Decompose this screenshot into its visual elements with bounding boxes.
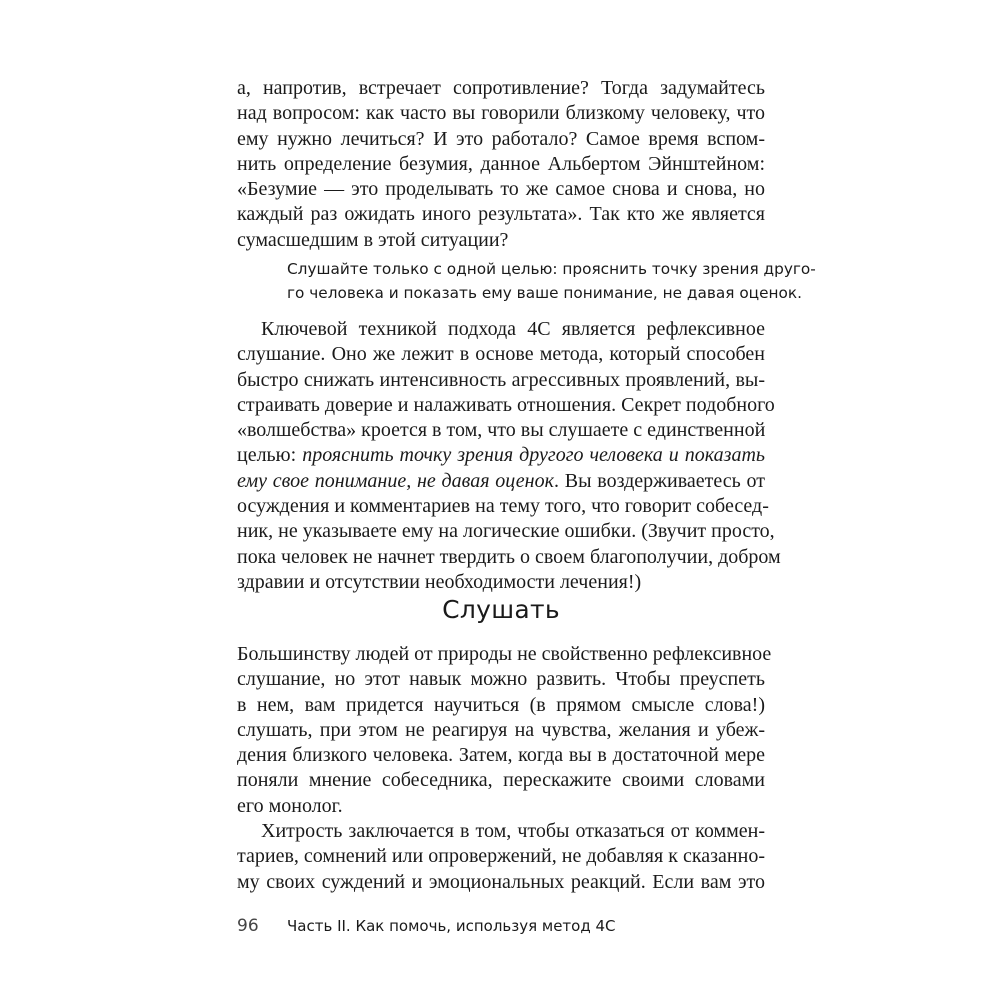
text-line: страивать доверие и налаживать отношения. Секрет подобного — [237, 393, 775, 416]
pull-quote-line: Слушайте только с одной целью: прояснить точку зрения друго- — [287, 260, 816, 278]
text-line: здравии и отсутствии необходимости лечения!) — [237, 570, 642, 593]
paragraph-continuation — [237, 76, 765, 253]
paragraph-reflexive-listening — [237, 317, 781, 595]
text-line: ему нужно лечиться? И это работало? Самое время вспом- — [237, 127, 765, 150]
emphasis-text: ему свое понимание, не давая оценок — [237, 469, 554, 492]
text-line: в нем, вам придется научиться (в прямом смысле слова!) — [237, 693, 765, 716]
text-line: каждый раз ожидать иного результата». Так кто же является — [237, 203, 765, 226]
running-title: Часть II. Как помочь, используя метод 4С — [287, 917, 616, 935]
text-line: слушание. Оно же лежит в основе метода, который способен — [237, 343, 765, 366]
text-line: над вопросом: как часто вы говорили близкому человеку, что — [237, 102, 765, 125]
text-line: «Безумие — это проделывать то же самое снова и снова, но — [237, 178, 765, 201]
text-line: его монолог. — [237, 794, 343, 817]
text-line: нить определение безумия, данное Альбертом Эйнштейном: — [237, 152, 765, 175]
text-line — [237, 443, 765, 468]
text-line: а, напротив, встречает сопротивление? Тогда задумайтесь — [237, 77, 765, 99]
page-footer — [237, 914, 765, 938]
paragraph-listening-skill — [237, 642, 772, 819]
text-line: Ключевой техникой подхода 4С является рефлексивное — [261, 318, 765, 340]
text-line: му своих суждений и эмоциональных реакций. Если вам это — [237, 870, 765, 893]
text-line: дения близкого человека. Затем, когда вы в достаточной мере — [237, 744, 765, 767]
text-run: целью: — [237, 444, 303, 467]
text-line: слушать, при этом не реагируя на чувства, желания и убеж- — [237, 718, 765, 741]
text-line: ник, не указываете ему на логические ошибки. (Звучит просто, — [237, 520, 775, 543]
text-line: быстро снижать интенсивность агрессивных проявлений, вы- — [237, 368, 765, 391]
section-heading: Слушать — [442, 595, 560, 624]
text-line: Хитрость заключается в том, чтобы отказаться от коммен- — [261, 820, 765, 842]
page-number: 96 — [237, 916, 259, 936]
text-line: пока человек не начнет твердить о своем благополучии, добром — [237, 545, 781, 568]
text-line: поняли мнение собеседника, перескажите своими словами — [237, 769, 765, 792]
text-run: . Вы воздерживаетесь от — [553, 469, 765, 492]
text-line: осуждения и комментариев на тему того, что говорит собесед- — [237, 495, 769, 518]
pull-quote-line: го человека и показать ему ваше понимание, не давая оценок. — [287, 284, 802, 302]
text-line: слушание, но этот навык можно развить. Чтобы преуспеть — [237, 668, 765, 691]
pull-quote — [287, 257, 816, 305]
paragraph-trick — [237, 819, 765, 895]
text-line: сумасшедшим в этой ситуации? — [237, 228, 509, 251]
text-line: Большинству людей от природы не свойственно рефлексивное — [237, 643, 772, 665]
emphasis-text: прояснить точку зрения другого человека и показать — [302, 444, 765, 467]
text-line: тариев, сомнений или опровержений, не добавляя к сказанно- — [237, 845, 765, 868]
text-line: «волшебства» кроется в том, что вы слушаете с единственной — [237, 419, 766, 442]
text-line — [237, 469, 765, 494]
